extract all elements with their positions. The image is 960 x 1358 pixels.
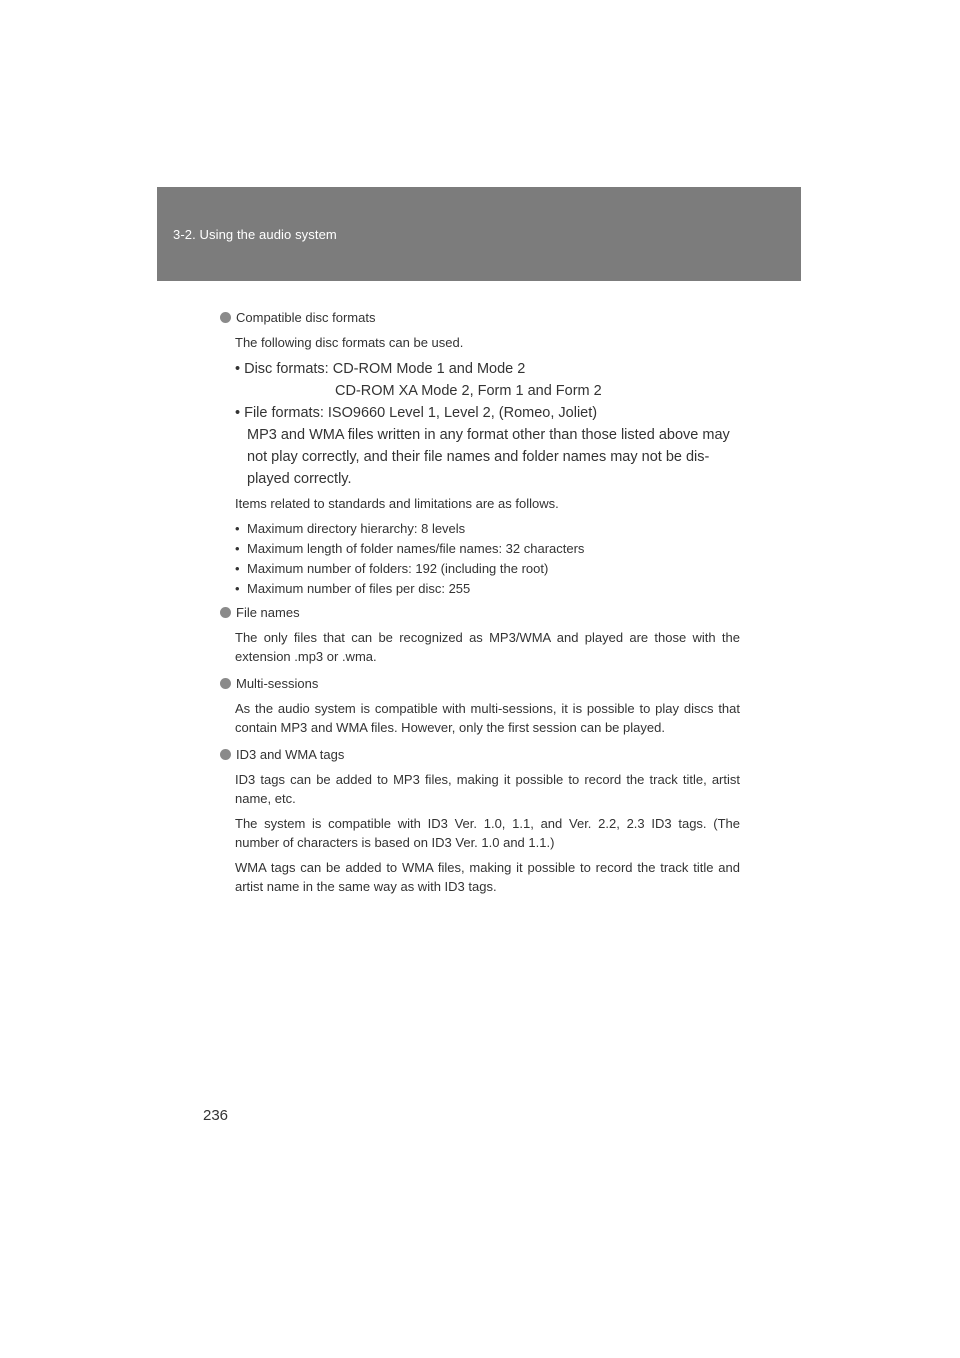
tags-paragraph-3: WMA tags can be added to WMA files, making it possible to record the track title and artist name in the same way as with ID3 tags.	[235, 860, 740, 894]
heading-file-names: File names	[220, 603, 740, 622]
file-formats-line: • File formats: ISO9660 Level 1, Level 2, (Romeo, Joliet)	[235, 405, 598, 421]
file-names-text: The only files that can be recognized as MP3/WMA and played are those with the extension .mp3 or .wma.	[235, 630, 740, 664]
list-item: • Maximum number of folders: 192 (including the root)	[235, 559, 740, 579]
disc-formats-line-2: CD-ROM XA Mode 2, Form 1 and Form 2	[335, 383, 602, 399]
limits-intro: Items related to standards and limitations are as follows.	[235, 496, 559, 511]
bullet-circle-icon	[220, 678, 231, 689]
tags-paragraph-2: The system is compatible with ID3 Ver. 1.0, 1.1, and Ver. 2.2, 2.3 ID3 tags. (The number of characters is based on ID3 Ver. 1.0 and 1.1.)	[235, 816, 740, 850]
bullet-circle-icon	[220, 607, 231, 618]
bullet-circle-icon	[220, 749, 231, 760]
bullet-circle-icon	[220, 312, 231, 323]
heading-id3-wma-tags: ID3 and WMA tags	[220, 745, 740, 764]
heading-compatible-disc-formats: Compatible disc formats	[220, 308, 740, 327]
section-header-bar	[157, 187, 801, 281]
list-item: • Maximum directory hierarchy: 8 levels	[235, 519, 740, 539]
tags-paragraph-1: ID3 tags can be added to MP3 files, making it possible to record the track title, artist name, etc.	[235, 772, 740, 806]
heading-multi-sessions: Multi-sessions	[220, 674, 740, 693]
section-title: 3-2. Using the audio system	[173, 227, 337, 242]
page-content	[220, 308, 740, 896]
compatible-intro: The following disc formats can be used.	[235, 335, 464, 350]
page-number: 236	[203, 1107, 229, 1124]
list-item: • Maximum number of files per disc: 255	[235, 579, 740, 599]
limits-list	[220, 519, 740, 599]
multi-sessions-text: As the audio system is compatible with multi-sessions, it is possible to play discs that contain MP3 and WMA files. However, only the first session can be played.	[235, 701, 740, 735]
list-item: • Maximum length of folder names/file names: 32 characters	[235, 539, 740, 559]
disc-formats-line: • Disc formats: CD-ROM Mode 1 and Mode 2	[235, 361, 526, 377]
file-formats-note: MP3 and WMA files written in any format other than those listed above may not play correctly, and their file names and folder names may not be dis- played correctly.	[247, 427, 730, 487]
